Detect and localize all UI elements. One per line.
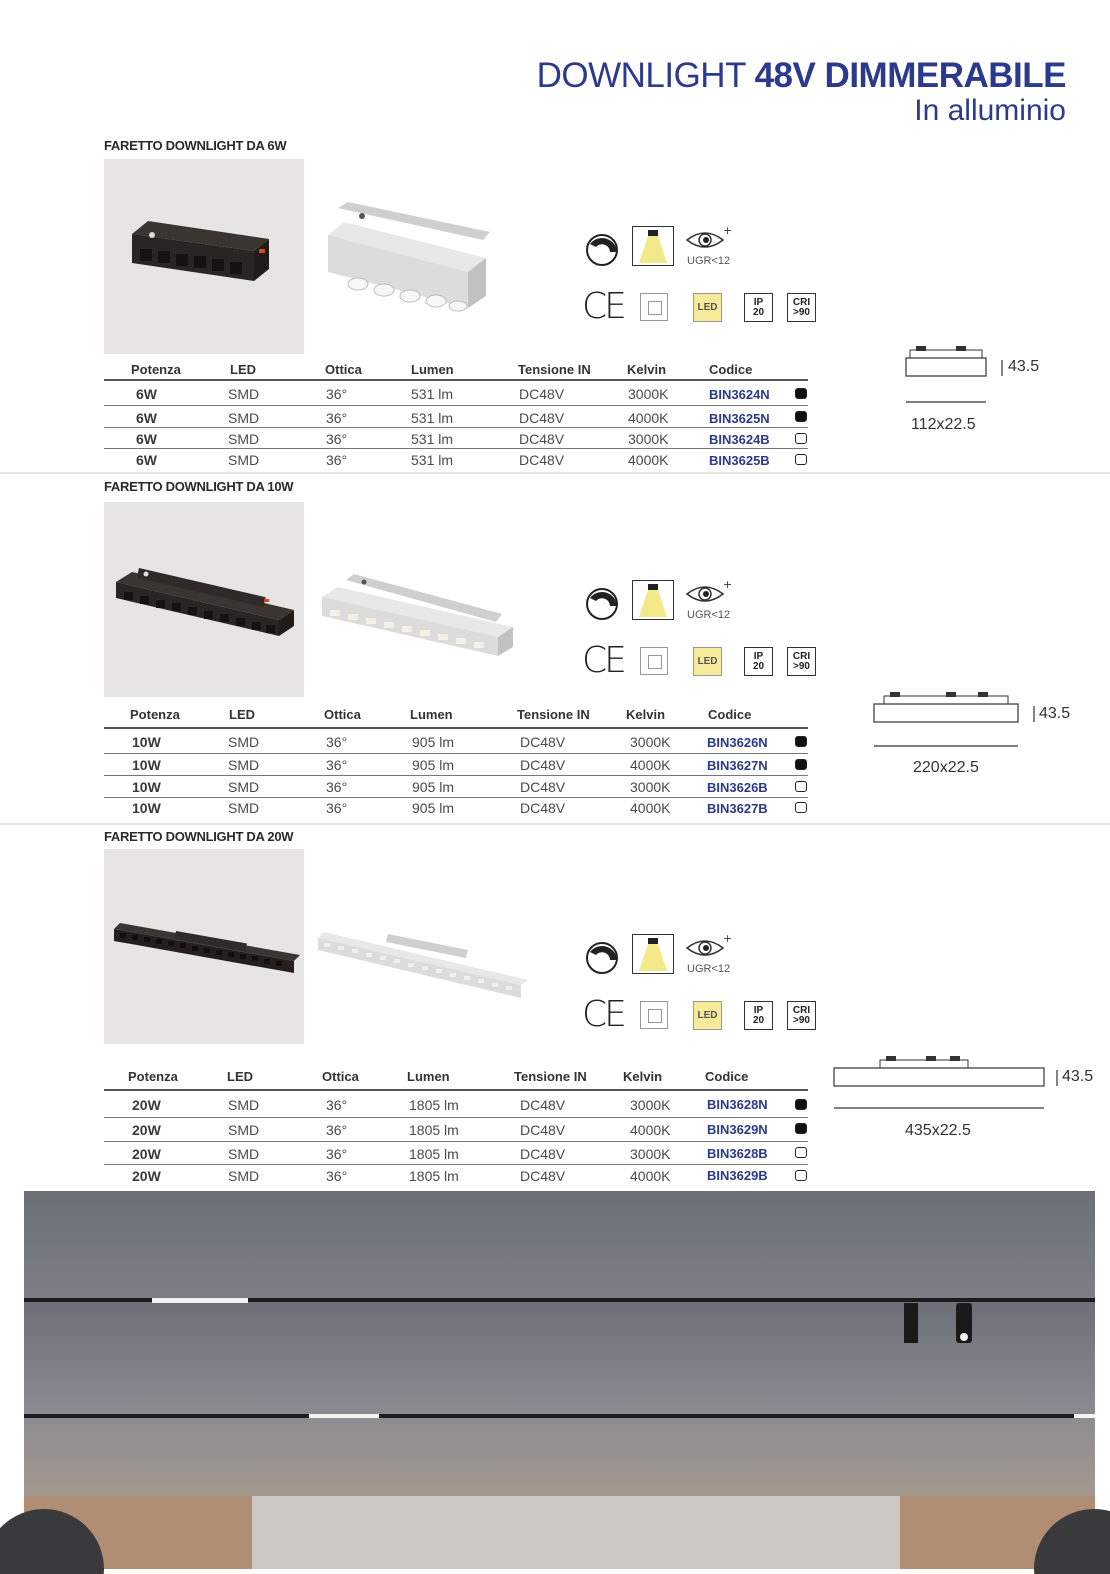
title-bold: 48V DIMMERABILE [754, 56, 1066, 95]
ce-icon: CE [582, 286, 624, 327]
section-title-6w: FARETTO DOWNLIGHT DA 6W [104, 138, 287, 153]
led-icon: LED [693, 293, 722, 322]
ugr-label: UGR<12 [687, 255, 731, 267]
cell-potenza: 10W [132, 779, 161, 795]
cell-kelvin: 4000K [630, 1122, 671, 1138]
cell-tensione: DC48V [520, 1122, 566, 1138]
product-photo-white-20w [316, 930, 531, 1010]
cell-ottica: 36° [326, 734, 348, 750]
dimension-label: 435x22.5 [905, 1122, 971, 1139]
dimension-label: 112x22.5 [911, 416, 976, 433]
cell-potenza: 6W [136, 386, 157, 402]
cell-kelvin: 4000K [628, 452, 669, 468]
cell-kelvin: 4000K [630, 800, 671, 816]
led-icon: LED [693, 647, 722, 676]
section-title-10w: FARETTO DOWNLIGHT DA 10W [104, 479, 294, 494]
row-rule [104, 1164, 808, 1165]
height-label: 43.5 [1062, 1068, 1094, 1085]
cell-ottica: 36° [326, 386, 348, 402]
cell-codice: BIN3629N [707, 1122, 768, 1137]
class-ii-icon [640, 647, 668, 675]
row-rule [104, 1141, 808, 1142]
product-photo-black-10w [104, 502, 304, 697]
col-lumen: Lumen [410, 707, 453, 722]
cell-lumen: 531 lm [411, 431, 454, 447]
cell-tensione: DC48V [520, 800, 566, 816]
dimmable-icon [584, 940, 620, 981]
svg-text:+: + [723, 224, 733, 237]
ip20-icon [744, 1001, 773, 1030]
cell-kelvin: 4000K [630, 757, 671, 773]
cell-lumen: 1805 lm [409, 1122, 459, 1138]
cri-icon [787, 1001, 816, 1030]
ambient-photo [24, 1191, 1095, 1569]
cell-kelvin: 3000K [630, 779, 671, 795]
cell-lumen: 905 lm [412, 779, 455, 795]
col-led: LED [229, 707, 255, 722]
beam-angle-icon [632, 934, 674, 974]
cell-led: SMD [228, 734, 260, 750]
col-ottica: Ottica [322, 1069, 359, 1084]
table-header-rule [104, 379, 808, 381]
cell-tensione: DC48V [520, 1168, 566, 1184]
cell-tensione: DC48V [520, 1097, 566, 1113]
eye-ugr-icon [685, 934, 731, 965]
cell-codice: BIN3626B [707, 780, 768, 795]
cell-kelvin: 3000K [628, 431, 669, 447]
cell-led: SMD [228, 386, 260, 402]
color-swatch-black [795, 388, 807, 399]
cell-lumen: 905 lm [412, 734, 455, 750]
color-swatch-black [795, 736, 807, 747]
product-photo-white-10w [318, 572, 518, 662]
col-potenza: Potenza [131, 362, 181, 377]
cell-ottica: 36° [326, 1122, 348, 1138]
cri-line2: >90 [793, 661, 810, 672]
row-rule [104, 448, 808, 449]
cell-codice: BIN3625N [709, 411, 770, 426]
ip-line2: 20 [752, 1015, 765, 1026]
cell-ottica: 36° [326, 410, 348, 426]
row-rule [104, 1117, 808, 1118]
cell-tensione: DC48V [519, 452, 565, 468]
page-subtitle: In alluminio [914, 94, 1066, 127]
cell-lumen: 1805 lm [409, 1168, 459, 1184]
row-rule [104, 753, 808, 754]
col-tensione: Tensione IN [514, 1069, 587, 1084]
cell-codice: BIN3628B [707, 1146, 768, 1161]
product-photo-black-6w [104, 159, 304, 354]
cell-kelvin: 3000K [628, 386, 669, 402]
cell-tensione: DC48V [519, 386, 565, 402]
color-swatch-white [795, 433, 807, 444]
ip-line2: 20 [752, 661, 765, 672]
product-photo-white-6w [318, 200, 498, 315]
cell-lumen: 531 lm [411, 410, 454, 426]
dimension-drawing-10w [868, 686, 1038, 757]
cell-led: SMD [228, 431, 260, 447]
cell-led: SMD [228, 1097, 260, 1113]
dimension-drawing-20w [830, 1050, 1062, 1121]
dimension-drawing-6w [900, 342, 1010, 413]
cell-kelvin: 3000K [630, 1097, 671, 1113]
cri-icon [787, 647, 816, 676]
row-rule [104, 775, 808, 776]
cell-codice: BIN3627B [707, 801, 768, 816]
ce-icon: CE [582, 994, 624, 1035]
cell-codice: BIN3626N [707, 735, 768, 750]
dimmable-icon [584, 232, 620, 273]
height-label: 43.5 [1008, 358, 1040, 375]
cell-lumen: 905 lm [412, 800, 455, 816]
ugr-label: UGR<12 [687, 963, 731, 975]
beam-angle-icon [632, 580, 674, 620]
col-ottica: Ottica [324, 707, 361, 722]
dimmable-icon [584, 586, 620, 627]
cell-ottica: 36° [326, 757, 348, 773]
eye-ugr-icon [685, 226, 731, 257]
color-swatch-black [795, 1099, 807, 1110]
cell-lumen: 531 lm [411, 452, 454, 468]
cell-tensione: DC48V [520, 734, 566, 750]
row-rule [104, 797, 808, 798]
col-led: LED [230, 362, 256, 377]
section-title-20w: FARETTO DOWNLIGHT DA 20W [104, 829, 294, 844]
col-ottica: Ottica [325, 362, 362, 377]
color-swatch-white [795, 1147, 807, 1158]
col-kelvin: Kelvin [626, 707, 666, 722]
product-photo-black-20w [104, 849, 304, 1044]
color-swatch-black [795, 411, 807, 422]
cell-tensione: DC48V [520, 757, 566, 773]
cell-ottica: 36° [326, 779, 348, 795]
row-rule [104, 405, 808, 406]
cell-led: SMD [228, 779, 260, 795]
cell-potenza: 6W [136, 452, 157, 468]
color-swatch-white [795, 1170, 807, 1181]
color-swatch-white [795, 802, 807, 813]
cell-ottica: 36° [326, 1168, 348, 1184]
cri-line1: CRI [792, 651, 811, 662]
cri-line1: CRI [792, 1005, 811, 1016]
cell-codice: BIN3624N [709, 387, 770, 402]
ip-line1: IP [753, 651, 764, 662]
cell-kelvin: 3000K [630, 1146, 671, 1162]
cell-potenza: 20W [132, 1122, 161, 1138]
ip20-icon [744, 647, 773, 676]
color-swatch-black [795, 1123, 807, 1134]
col-tensione: Tensione IN [517, 707, 590, 722]
ugr-label: UGR<12 [687, 609, 731, 621]
eye-ugr-icon [685, 580, 731, 611]
col-potenza: Potenza [128, 1069, 178, 1084]
page-title [537, 56, 1066, 96]
cell-led: SMD [228, 1122, 260, 1138]
col-kelvin: Kelvin [623, 1069, 663, 1084]
col-lumen: Lumen [411, 362, 454, 377]
cell-potenza: 20W [132, 1146, 161, 1162]
color-swatch-black [795, 759, 807, 770]
section-divider [0, 472, 1110, 474]
cell-led: SMD [228, 1168, 260, 1184]
cell-potenza: 10W [132, 734, 161, 750]
color-swatch-white [795, 454, 807, 465]
cell-lumen: 1805 lm [409, 1097, 459, 1113]
ip-line2: 20 [752, 307, 765, 318]
ce-icon: CE [582, 640, 624, 681]
svg-text:+: + [723, 932, 733, 945]
class-ii-icon [640, 293, 668, 321]
cell-lumen: 905 lm [412, 757, 455, 773]
cell-codice: BIN3624B [709, 432, 770, 447]
cri-icon [787, 293, 816, 322]
svg-text:+: + [723, 578, 733, 591]
col-tensione: Tensione IN [518, 362, 591, 377]
cell-ottica: 36° [326, 800, 348, 816]
table-header-rule [104, 727, 808, 729]
cell-tensione: DC48V [519, 410, 565, 426]
cell-led: SMD [228, 800, 260, 816]
row-rule [104, 427, 808, 428]
cell-tensione: DC48V [519, 431, 565, 447]
cell-led: SMD [228, 452, 260, 468]
col-lumen: Lumen [407, 1069, 450, 1084]
col-potenza: Potenza [130, 707, 180, 722]
col-led: LED [227, 1069, 253, 1084]
cell-tensione: DC48V [520, 779, 566, 795]
ip-line1: IP [753, 297, 764, 308]
cell-tensione: DC48V [520, 1146, 566, 1162]
cell-potenza: 6W [136, 431, 157, 447]
dimension-label: 220x22.5 [913, 759, 979, 776]
cell-codice: BIN3629B [707, 1168, 768, 1183]
cell-led: SMD [228, 757, 260, 773]
beam-angle-icon [632, 226, 674, 266]
cell-potenza: 20W [132, 1168, 161, 1184]
cell-lumen: 531 lm [411, 386, 454, 402]
cell-potenza: 20W [132, 1097, 161, 1113]
col-codice: Codice [708, 707, 752, 722]
cell-potenza: 6W [136, 410, 157, 426]
cell-kelvin: 4000K [630, 1168, 671, 1184]
cell-led: SMD [228, 410, 260, 426]
cell-codice: BIN3625B [709, 453, 770, 468]
cri-line1: CRI [792, 297, 811, 308]
col-codice: Codice [709, 362, 753, 377]
cell-lumen: 1805 lm [409, 1146, 459, 1162]
color-swatch-white [795, 781, 807, 792]
led-icon: LED [693, 1001, 722, 1030]
col-kelvin: Kelvin [627, 362, 667, 377]
cell-ottica: 36° [326, 1146, 348, 1162]
cell-ottica: 36° [326, 452, 348, 468]
section-divider [0, 823, 1110, 825]
cell-kelvin: 4000K [628, 410, 669, 426]
cell-potenza: 10W [132, 800, 161, 816]
cell-codice: BIN3627N [707, 758, 768, 773]
cell-ottica: 36° [326, 431, 348, 447]
cell-led: SMD [228, 1146, 260, 1162]
class-ii-icon [640, 1001, 668, 1029]
table-header-rule [104, 1089, 808, 1091]
ip-line1: IP [753, 1005, 764, 1016]
cell-kelvin: 3000K [630, 734, 671, 750]
cell-ottica: 36° [326, 1097, 348, 1113]
cell-codice: BIN3628N [707, 1097, 768, 1112]
col-codice: Codice [705, 1069, 749, 1084]
cri-line2: >90 [793, 1015, 810, 1026]
title-light: DOWNLIGHT [536, 56, 746, 95]
cell-potenza: 10W [132, 757, 161, 773]
ip20-icon [744, 293, 773, 322]
cri-line2: >90 [793, 307, 810, 318]
height-label: 43.5 [1039, 705, 1071, 722]
